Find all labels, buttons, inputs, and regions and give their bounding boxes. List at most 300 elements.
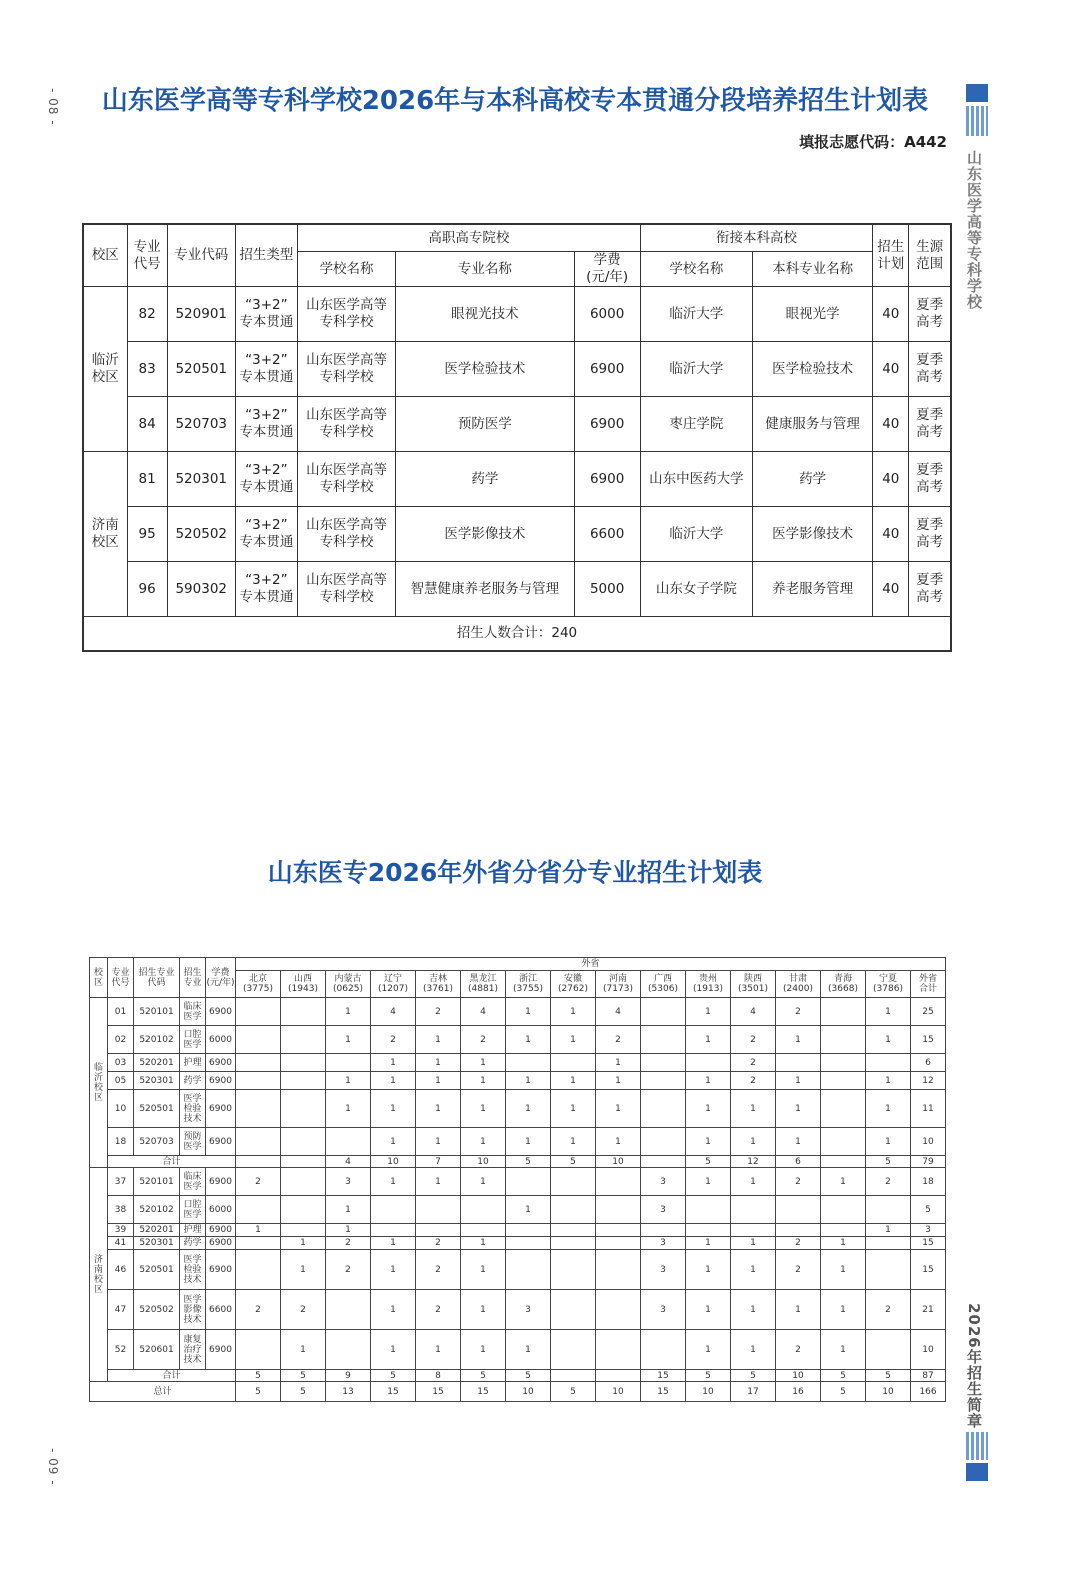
province-value: 1 <box>551 1072 596 1090</box>
province-value: 2 <box>596 1026 641 1054</box>
subtotal-value: 5 <box>371 1370 416 1382</box>
province-value <box>326 1054 371 1072</box>
cell-fee: 6600 <box>574 507 640 562</box>
cell-no: 84 <box>127 397 167 452</box>
province-value: 1 <box>821 1168 866 1196</box>
province-value: 2 <box>236 1290 281 1330</box>
province-value: 3 <box>641 1237 686 1250</box>
province-header <box>281 971 326 998</box>
province-value: 1 <box>866 1224 911 1237</box>
province-value: 2 <box>416 998 461 1026</box>
cell-school: 山东医学高等 专科学校 <box>297 452 395 507</box>
table-row <box>90 1026 946 1054</box>
subtotal-sum: 79 <box>911 1156 946 1168</box>
subtotal-value: 12 <box>731 1156 776 1168</box>
province-value: 1 <box>326 1224 371 1237</box>
header-major-no: 专业 代号 <box>127 224 167 287</box>
cell-major: 康复 治疗 技术 <box>180 1330 206 1370</box>
cell-major: 预防 医学 <box>180 1128 206 1156</box>
subtotal-value: 10 <box>596 1156 641 1168</box>
province-value: 1 <box>461 1168 506 1196</box>
province-value <box>236 1128 281 1156</box>
province-value <box>776 1196 821 1224</box>
province-header <box>551 971 596 998</box>
province-header <box>326 971 371 998</box>
province-value <box>821 998 866 1026</box>
province-value: 1 <box>506 1330 551 1370</box>
grand-total-value: 5 <box>821 1382 866 1402</box>
cell-fee: 6900 <box>206 1054 236 1072</box>
province-header <box>641 971 686 998</box>
province-value <box>686 1196 731 1224</box>
province-value <box>326 1128 371 1156</box>
grand-total-value: 17 <box>731 1382 776 1402</box>
application-code: 填报志愿代码：A442 <box>799 133 947 151</box>
cell-fee: 6900 <box>574 397 640 452</box>
province-value: 4 <box>371 998 416 1026</box>
cell-no: 83 <box>127 342 167 397</box>
cell-code: 520703 <box>134 1128 180 1156</box>
province-value: 1 <box>551 1090 596 1128</box>
cell-code: 520301 <box>167 452 235 507</box>
province-header <box>776 971 821 998</box>
cell-fee: 6000 <box>574 287 640 342</box>
province-value: 1 <box>461 1330 506 1370</box>
province-code: (7173) <box>603 984 633 994</box>
province-header <box>506 971 551 998</box>
province-value: 1 <box>461 1090 506 1128</box>
side-accent-block-top <box>966 84 988 102</box>
province-value: 1 <box>821 1330 866 1370</box>
province-code: (3761) <box>423 984 453 994</box>
province-name: 内蒙古 <box>334 974 362 984</box>
cell-no: 47 <box>108 1290 134 1330</box>
province-value: 1 <box>596 1090 641 1128</box>
plan-table-2 <box>89 957 945 1402</box>
province-value: 1 <box>866 998 911 1026</box>
province-code: (4881) <box>468 984 498 994</box>
province-value: 1 <box>371 1168 416 1196</box>
cell-no: 03 <box>108 1054 134 1072</box>
table-row <box>90 1090 946 1128</box>
province-value: 1 <box>731 1090 776 1128</box>
cell-fee: 6000 <box>206 1196 236 1224</box>
table1-header-row <box>83 224 951 252</box>
province-value <box>641 1330 686 1370</box>
province-value: 1 <box>686 998 731 1026</box>
cell-type: “3+2” 专本贯通 <box>235 452 297 507</box>
province-value <box>596 1168 641 1196</box>
province-value <box>236 1237 281 1250</box>
province-value: 1 <box>416 1026 461 1054</box>
subtotal-value <box>821 1156 866 1168</box>
province-value <box>596 1196 641 1224</box>
cell-code: 520601 <box>134 1330 180 1370</box>
province-value: 1 <box>461 1128 506 1156</box>
table-row <box>90 1290 946 1330</box>
cell-plan: 40 <box>873 397 909 452</box>
header-vocational-group: 高职高专院校 <box>297 224 640 252</box>
cell-code: 520201 <box>134 1224 180 1237</box>
province-header <box>821 971 866 998</box>
cell-fee: 6000 <box>206 1026 236 1054</box>
province-value: 3 <box>641 1196 686 1224</box>
grand-total-value: 15 <box>641 1382 686 1402</box>
province-value: 1 <box>731 1128 776 1156</box>
table-row <box>90 1128 946 1156</box>
row-sum: 5 <box>911 1196 946 1224</box>
province-value: 2 <box>776 1168 821 1196</box>
province-value: 3 <box>641 1168 686 1196</box>
province-value: 1 <box>686 1090 731 1128</box>
province-code: (3775) <box>243 984 273 994</box>
province-value: 1 <box>371 1237 416 1250</box>
table-row <box>90 1196 946 1224</box>
province-value: 2 <box>776 1330 821 1370</box>
cell-fee: 6900 <box>574 342 640 397</box>
province-value: 1 <box>596 1054 641 1072</box>
cell-school: 山东医学高等 专科学校 <box>297 287 395 342</box>
province-value: 1 <box>821 1290 866 1330</box>
province-value: 1 <box>686 1290 731 1330</box>
province-value: 1 <box>686 1128 731 1156</box>
province-value: 1 <box>596 1128 641 1156</box>
province-value: 1 <box>416 1090 461 1128</box>
province-value: 2 <box>326 1237 371 1250</box>
province-value <box>506 1224 551 1237</box>
province-value: 4 <box>461 998 506 1026</box>
province-value <box>236 1196 281 1224</box>
province-value: 2 <box>776 998 821 1026</box>
cell-no: 02 <box>108 1026 134 1054</box>
header-bach-major: 本科专业名称 <box>752 252 872 287</box>
province-value <box>551 1237 596 1250</box>
cell-fee: 6900 <box>206 1090 236 1128</box>
province-value <box>326 1290 371 1330</box>
grand-total-value: 10 <box>506 1382 551 1402</box>
subtotal-value: 15 <box>641 1370 686 1382</box>
cell-source: 夏季 高考 <box>909 397 951 452</box>
province-value: 1 <box>731 1168 776 1196</box>
subtotal-value: 5 <box>731 1370 776 1382</box>
province-value <box>596 1237 641 1250</box>
cell-source: 夏季 高考 <box>909 452 951 507</box>
cell-type: “3+2” 专本贯通 <box>235 507 297 562</box>
province-code: (1207) <box>378 984 408 994</box>
grand-total-label: 总计 <box>90 1382 236 1402</box>
cell-code: 520901 <box>167 287 235 342</box>
cell-plan: 40 <box>873 287 909 342</box>
grand-total-value: 15 <box>371 1382 416 1402</box>
province-value: 1 <box>371 1250 416 1290</box>
province-value: 1 <box>461 1054 506 1072</box>
cell-no: 37 <box>108 1168 134 1196</box>
header-fee: 学费 (元/年) <box>574 252 640 287</box>
subtotal-value: 4 <box>326 1156 371 1168</box>
subtotal-value: 5 <box>236 1370 281 1382</box>
header-campus: 校区 <box>90 958 108 998</box>
cell-code: 520102 <box>134 1026 180 1054</box>
province-value: 4 <box>731 998 776 1026</box>
cell-no: 01 <box>108 998 134 1026</box>
subtotal-value: 5 <box>551 1156 596 1168</box>
province-value: 1 <box>776 1026 821 1054</box>
subtotal-value: 5 <box>821 1370 866 1382</box>
province-value: 2 <box>461 1026 506 1054</box>
province-value: 1 <box>866 1128 911 1156</box>
province-header <box>416 971 461 998</box>
cell-plan: 40 <box>873 562 909 617</box>
cell-code: 520502 <box>134 1290 180 1330</box>
province-value: 1 <box>461 1250 506 1290</box>
cell-no: 81 <box>127 452 167 507</box>
province-header <box>686 971 731 998</box>
cell-bach-major: 药学 <box>752 452 872 507</box>
province-value: 3 <box>641 1250 686 1290</box>
cell-major: 口腔 医学 <box>180 1196 206 1224</box>
province-value: 1 <box>326 1072 371 1090</box>
province-value: 1 <box>776 1128 821 1156</box>
cell-major: 预防医学 <box>396 397 574 452</box>
campus-cell: 临 沂 校 区 <box>90 998 108 1168</box>
page-number-bottom: - 09 - <box>46 1448 60 1486</box>
row-sum: 10 <box>911 1128 946 1156</box>
province-value: 1 <box>731 1330 776 1370</box>
province-value: 3 <box>326 1168 371 1196</box>
province-value <box>641 1026 686 1054</box>
province-name: 青海 <box>833 974 852 984</box>
cell-bach-school: 山东中医药大学 <box>640 452 752 507</box>
province-value <box>236 1250 281 1290</box>
campus-cell: 济 南 校 区 <box>90 1168 108 1382</box>
cell-school: 山东医学高等 专科学校 <box>297 397 395 452</box>
cell-no: 52 <box>108 1330 134 1370</box>
province-name: 宁夏 <box>878 974 897 984</box>
subtotal-value: 5 <box>686 1370 731 1382</box>
cell-code: 520703 <box>167 397 235 452</box>
cell-major: 临床 医学 <box>180 1168 206 1196</box>
subtotal-value <box>641 1156 686 1168</box>
cell-major: 临床 医学 <box>180 998 206 1026</box>
cell-major: 口腔 医学 <box>180 1026 206 1054</box>
province-value: 1 <box>281 1330 326 1370</box>
cell-code: 520101 <box>134 998 180 1026</box>
province-value <box>596 1290 641 1330</box>
province-value: 2 <box>776 1250 821 1290</box>
province-code: (3755) <box>513 984 543 994</box>
subtotal-value: 5 <box>686 1156 731 1168</box>
province-value: 1 <box>506 1026 551 1054</box>
province-value: 2 <box>371 1026 416 1054</box>
subtotal-value: 5 <box>461 1370 506 1382</box>
province-header <box>731 971 776 998</box>
province-value: 1 <box>506 998 551 1026</box>
cell-no: 82 <box>127 287 167 342</box>
province-value: 1 <box>866 1026 911 1054</box>
province-value: 1 <box>686 1072 731 1090</box>
cell-bach-school: 山东女子学院 <box>640 562 752 617</box>
table-row <box>83 452 951 507</box>
province-value: 1 <box>731 1250 776 1290</box>
cell-bach-major: 健康服务与管理 <box>752 397 872 452</box>
province-code: (5306) <box>648 984 678 994</box>
subtotal-value: 6 <box>776 1156 821 1168</box>
province-value: 1 <box>281 1237 326 1250</box>
cell-type: “3+2” 专本贯通 <box>235 342 297 397</box>
cell-no: 38 <box>108 1196 134 1224</box>
cell-code: 520102 <box>134 1196 180 1224</box>
side-stripes-top <box>966 106 988 136</box>
cell-fee: 6900 <box>206 1168 236 1196</box>
row-sum: 11 <box>911 1090 946 1128</box>
province-value: 1 <box>776 1072 821 1090</box>
province-value: 1 <box>461 1237 506 1250</box>
header-major-code: 专业代码 <box>167 224 235 287</box>
grand-total-value: 13 <box>326 1382 371 1402</box>
table-row <box>83 562 951 617</box>
cell-bach-school: 临沂大学 <box>640 342 752 397</box>
table2-header-row <box>90 958 946 971</box>
cell-source: 夏季 高考 <box>909 287 951 342</box>
province-value <box>821 1090 866 1128</box>
province-value: 1 <box>821 1250 866 1290</box>
province-name: 广西 <box>653 974 672 984</box>
grand-total-value: 5 <box>281 1382 326 1402</box>
cell-major: 医学影像技术 <box>396 507 574 562</box>
province-code: (1943) <box>288 984 318 994</box>
cell-major: 护理 <box>180 1224 206 1237</box>
cell-plan: 40 <box>873 452 909 507</box>
province-code: (1913) <box>693 984 723 994</box>
province-value: 2 <box>326 1250 371 1290</box>
subtotal-value: 5 <box>866 1370 911 1382</box>
province-value <box>371 1224 416 1237</box>
province-value <box>281 1168 326 1196</box>
province-value <box>866 1250 911 1290</box>
plan-table-1 <box>82 223 952 652</box>
subtotal-value: 5 <box>866 1156 911 1168</box>
subtotal-value: 10 <box>776 1370 821 1382</box>
cell-no: 96 <box>127 562 167 617</box>
row-sum: 6 <box>911 1054 946 1072</box>
grand-total-value: 16 <box>776 1382 821 1402</box>
province-value <box>551 1290 596 1330</box>
cell-major: 药学 <box>180 1237 206 1250</box>
province-value <box>551 1196 596 1224</box>
cell-code: 520501 <box>134 1250 180 1290</box>
cell-school: 山东医学高等 专科学校 <box>297 562 395 617</box>
cell-code: 590302 <box>167 562 235 617</box>
cell-major: 药学 <box>180 1072 206 1090</box>
province-value <box>731 1224 776 1237</box>
province-value: 1 <box>731 1290 776 1330</box>
cell-major: 眼视光技术 <box>396 287 574 342</box>
cell-code: 520301 <box>134 1237 180 1250</box>
header-voc-major: 专业名称 <box>396 252 574 287</box>
subtotal-value <box>596 1370 641 1382</box>
table-row <box>90 998 946 1026</box>
province-value: 1 <box>326 1090 371 1128</box>
subtotal-value: 8 <box>416 1370 461 1382</box>
grand-total-value: 5 <box>551 1382 596 1402</box>
cell-no: 18 <box>108 1128 134 1156</box>
cell-plan: 40 <box>873 507 909 562</box>
province-name: 安徽 <box>563 974 582 984</box>
province-value: 1 <box>506 1072 551 1090</box>
province-value <box>776 1054 821 1072</box>
province-value: 1 <box>596 1072 641 1090</box>
province-value <box>821 1054 866 1072</box>
campus-cell: 临沂 校区 <box>83 287 127 452</box>
subtotal-value <box>551 1370 596 1382</box>
row-sum: 15 <box>911 1026 946 1054</box>
province-value: 2 <box>776 1237 821 1250</box>
province-code: (3501) <box>738 984 768 994</box>
cell-code: 520501 <box>134 1090 180 1128</box>
row-sum: 12 <box>911 1072 946 1090</box>
header-campus: 校区 <box>83 224 127 287</box>
cell-fee: 5000 <box>574 562 640 617</box>
table-row <box>90 1250 946 1290</box>
province-value <box>416 1224 461 1237</box>
province-value <box>281 1196 326 1224</box>
grand-total-value: 10 <box>686 1382 731 1402</box>
province-value: 1 <box>416 1072 461 1090</box>
province-value <box>281 1090 326 1128</box>
cell-source: 夏季 高考 <box>909 507 951 562</box>
side-label-guide: 2026年招生简章 <box>965 1303 983 1429</box>
grand-total-value: 15 <box>461 1382 506 1402</box>
province-value <box>461 1196 506 1224</box>
cell-source: 夏季 高考 <box>909 342 951 397</box>
province-value: 1 <box>371 1128 416 1156</box>
page-number-top: - 08 - <box>46 88 60 126</box>
province-value: 1 <box>371 1290 416 1330</box>
header-other-provinces: 外省 <box>236 958 946 971</box>
subtotal-value: 10 <box>461 1156 506 1168</box>
province-value <box>866 1054 911 1072</box>
province-value <box>416 1196 461 1224</box>
province-value: 1 <box>461 1290 506 1330</box>
province-name: 浙江 <box>518 974 537 984</box>
cell-no: 95 <box>127 507 167 562</box>
cell-school: 山东医学高等 专科学校 <box>297 507 395 562</box>
province-value <box>551 1054 596 1072</box>
province-value <box>596 1250 641 1290</box>
province-value: 3 <box>506 1290 551 1330</box>
province-value: 1 <box>416 1168 461 1196</box>
cell-no: 46 <box>108 1250 134 1290</box>
cell-fee: 6900 <box>206 1237 236 1250</box>
cell-fee: 6900 <box>206 1224 236 1237</box>
province-value: 1 <box>506 1196 551 1224</box>
province-value <box>866 1196 911 1224</box>
cell-bach-major: 养老服务管理 <box>752 562 872 617</box>
row-sum: 25 <box>911 998 946 1026</box>
subtotal-value: 5 <box>506 1370 551 1382</box>
province-value: 1 <box>416 1330 461 1370</box>
grand-total-sum: 166 <box>911 1382 946 1402</box>
row-sum: 15 <box>911 1250 946 1290</box>
province-value: 1 <box>686 1026 731 1054</box>
cell-bach-major: 医学检验技术 <box>752 342 872 397</box>
header-source: 生源 范围 <box>909 224 951 287</box>
province-value <box>641 1224 686 1237</box>
table-row <box>90 1168 946 1196</box>
page-title-1: 山东医学高等专科学校2026年与本科高校专本贯通分段培养招生计划表 <box>101 86 929 116</box>
province-value: 1 <box>821 1237 866 1250</box>
subtotal-value: 9 <box>326 1370 371 1382</box>
